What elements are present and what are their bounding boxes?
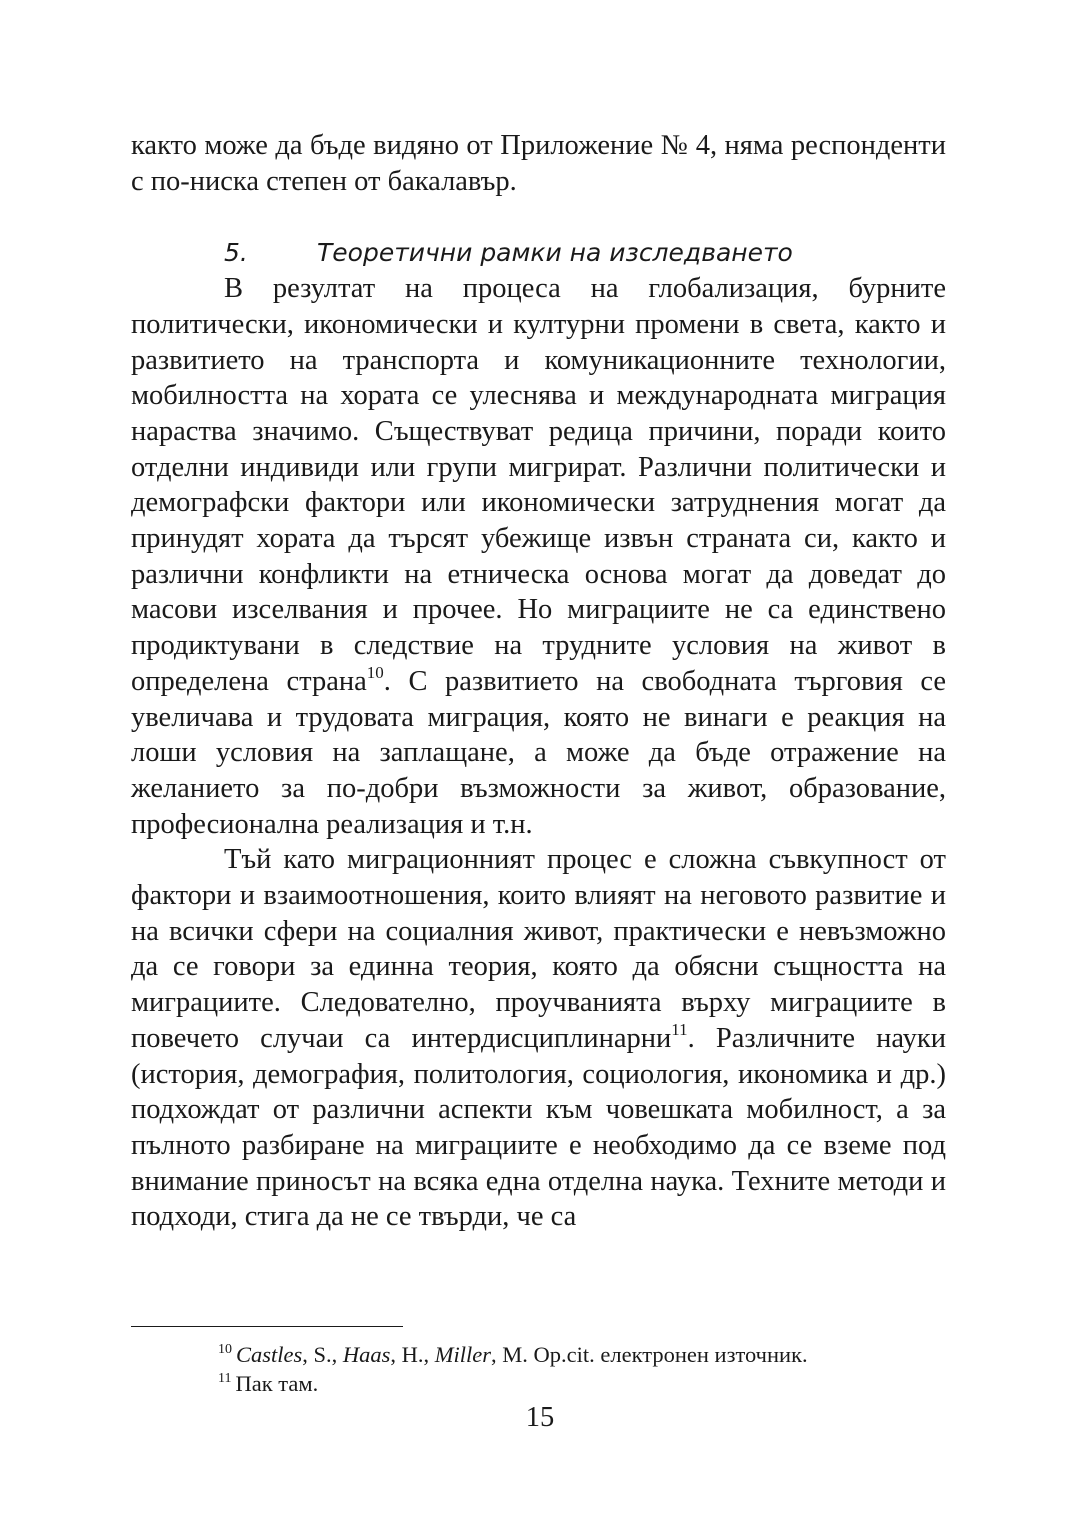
paragraph-text: . Различните науки (история, демография, политология, социология, икономика и др.) подхождат от различни аспекти към човешката мобилност, а за пълното разбиране на миграциите е необходимо да се вземе под внимание приносът на всяка една отделна наука. Техните методи и подходи, стига да не се твърди, че са bbox=[131, 1022, 946, 1233]
intro-paragraph: както може да бъде видяно от Приложение № 4, няма респонденти с по-ниска степен от бакалавър. bbox=[131, 130, 946, 197]
footnote-number: 11 bbox=[218, 1371, 232, 1386]
footnote-text: , S., bbox=[302, 1342, 343, 1367]
body-paragraph-2 bbox=[131, 842, 946, 1235]
footnote-number: 10 bbox=[218, 1342, 232, 1357]
footnote-text: , M. Op.cit. електронен източник. bbox=[491, 1342, 808, 1367]
footnotes bbox=[218, 1340, 938, 1398]
footnote-ref-10[interactable]: 10 bbox=[366, 662, 384, 682]
paragraph-text: . С развитието на свободната търговия се увеличава и трудовата миграция, която не винаги е реакция на лоши условия на заплащане, а може да бъде отражение на желанието за по-добри възможности за живот, образование, професионална реализация и т.н. bbox=[131, 665, 947, 840]
page-number: 15 bbox=[525, 1402, 555, 1433]
footnote-separator bbox=[131, 1326, 403, 1327]
body-paragraph-1 bbox=[131, 271, 946, 842]
footnote-11 bbox=[218, 1369, 938, 1398]
footnote-ref-11[interactable]: 11 bbox=[671, 1019, 688, 1039]
footnote-10 bbox=[218, 1340, 938, 1369]
paragraph-text: В резултат на процеса на глобализация, бурните политически, икономически и културни промени в света, както и развитието на транспорта и комуникационните технологии, мобилността на хората се улеснява и международната миграция нараства значимо. Съществуват редица причини, поради които отделни индивиди или групи мигрират. Различни политически и демографски фактори или икономически затруднения могат да принудят хората да търсят убежище извън страната си, както и различни конфликти на етническа основа могат да доведат до масови изселвания и прочее. Но миграциите не са единствено продиктувани в следствие на трудните условия на живот в определена страна bbox=[131, 273, 946, 697]
section-number: 5. bbox=[224, 238, 248, 268]
footnote-author: Miller bbox=[434, 1342, 492, 1367]
footnote-text: , H., bbox=[390, 1342, 435, 1367]
footnote-author: Castles bbox=[236, 1342, 303, 1367]
section-heading bbox=[131, 235, 946, 271]
footnote-text: Пак там. bbox=[235, 1371, 319, 1396]
section-title: Теоретични рамки на изследването bbox=[317, 238, 793, 268]
page-body bbox=[131, 128, 946, 1235]
footnote-author: Haas bbox=[342, 1342, 391, 1367]
paragraph-text: Тъй като миграционният процес е сложна съвкупност от фактори и взаимоотношения, които влияят на неговото развитие и на всички сфери на социалния живот, практически е невъзможно да се говори за единна теория, която да обясни същността на миграциите. Следователно, проучванията върху миграциите в повечето случаи са интердисциплинарни bbox=[131, 844, 946, 1054]
